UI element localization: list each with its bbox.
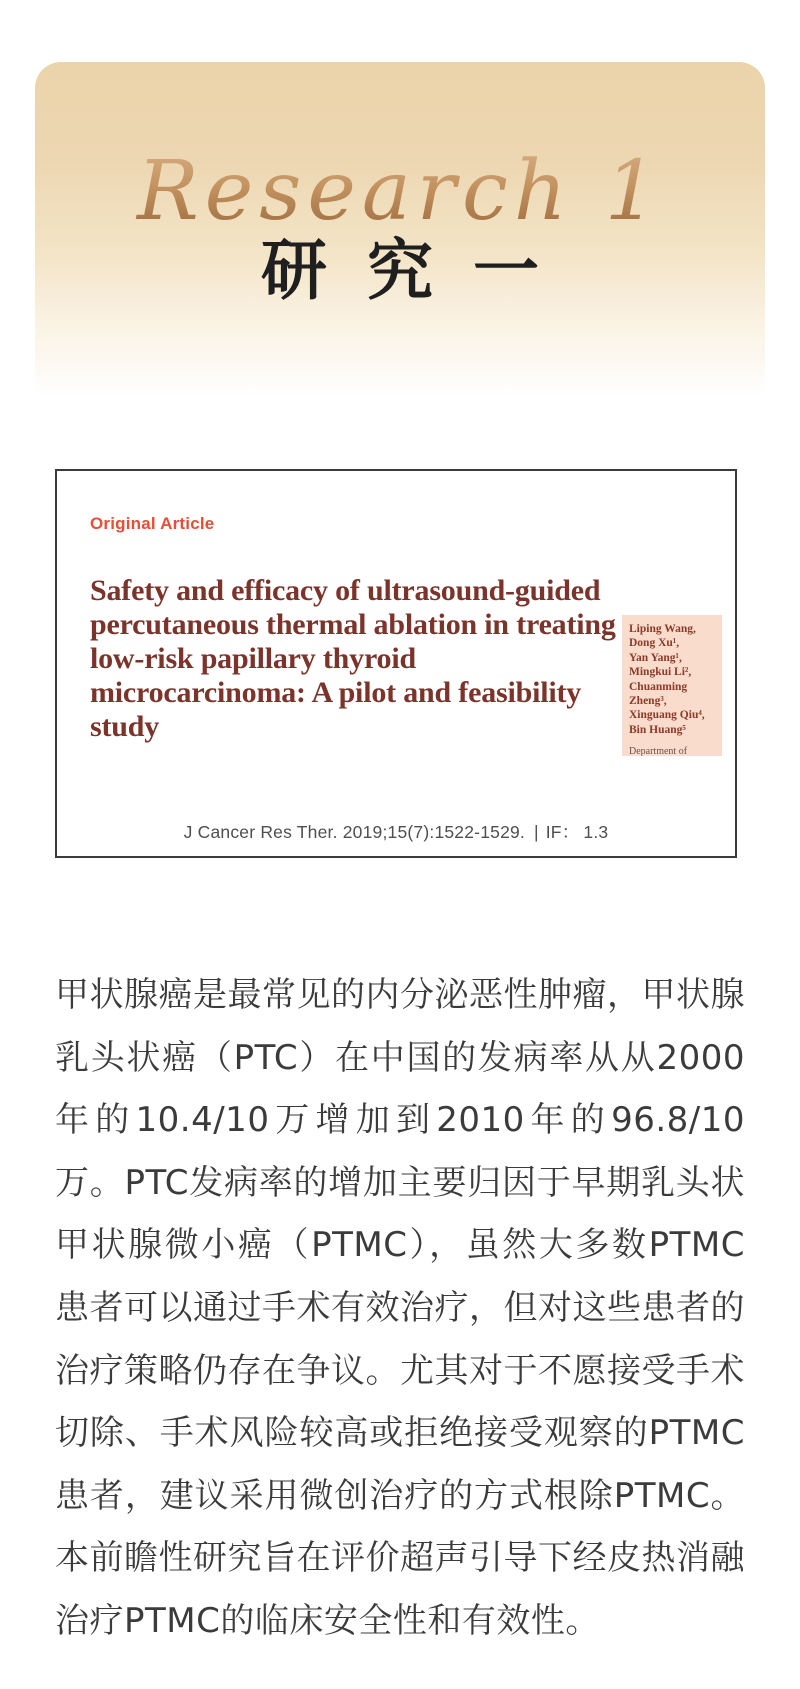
author-name: Bin Huang⁵ bbox=[629, 723, 686, 736]
author-name: Yan Yang¹, bbox=[629, 651, 682, 664]
author-name: Dong Xu¹, bbox=[629, 637, 680, 650]
author-name: Liping Wang, bbox=[629, 623, 696, 635]
paper-screenshot-card bbox=[55, 469, 737, 858]
gradient-card bbox=[35, 62, 765, 1689]
section-title-chinese: 研究一 bbox=[261, 231, 579, 309]
article-type-label: Original Article bbox=[90, 514, 215, 533]
impact-factor-value: 1.3 bbox=[583, 822, 609, 842]
author-name: Mingkui Li², bbox=[629, 666, 692, 679]
section-title-english: Research 1 bbox=[35, 142, 765, 242]
citation-text: J Cancer Res Ther. 2019;15(7):1522-1529. bbox=[183, 822, 525, 842]
impact-factor-label: IF： bbox=[545, 822, 580, 842]
author-list-box bbox=[622, 615, 722, 756]
citation-divider: | bbox=[534, 822, 539, 842]
journal-citation bbox=[57, 819, 735, 844]
affiliation-snippet: Department of bbox=[629, 746, 688, 756]
author-name: Chuanming Zheng³, bbox=[629, 680, 688, 708]
author-name: Xinguang Qiu⁴, bbox=[629, 709, 705, 722]
summary-paragraph: 甲状腺癌是最常见的内分泌恶性肿瘤，甲状腺乳头状癌（PTC）在中国的发病率从从2000年的10.4/10万增加到2010年的96.8/10万。PTC发病率的增加主要归因于早期乳头状甲状腺微小癌（PTMC），虽然大多数PTMC患者可以通过手术有效治疗，但对这些患者的治疗策略仍存在争议。尤其对于不愿接受手术切除、手术风险较高或拒绝接受观察的PTMC患者，建议采用微创治疗的方式根除PTMC。本前瞻性研究旨在评价超声引导下经皮热消融治疗PTMC的临床安全性和有效性。 bbox=[55, 975, 745, 1641]
paper-title: Safety and efficacy of ultrasound-guided percutaneous thermal ablation in treating low-risk papillary thyroid microcarcinoma: A pilot and feasibility study bbox=[90, 574, 616, 743]
